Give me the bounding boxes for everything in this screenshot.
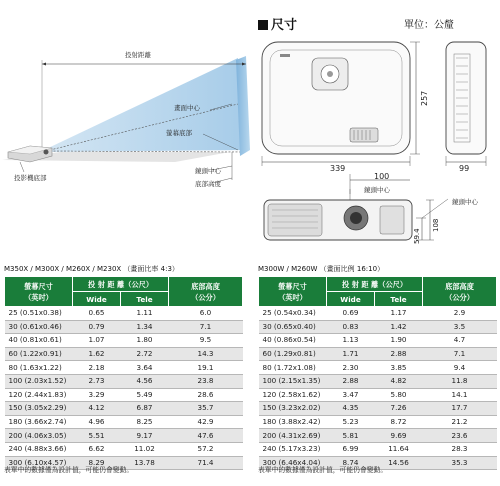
tele-cell: 9.17	[121, 429, 169, 443]
tele-cell: 6.87	[121, 402, 169, 416]
size-cell: 40 (0.86x0.54)	[259, 334, 327, 348]
size-cell: 150 (3.05x2.29)	[5, 402, 73, 416]
wide-cell: 1.62	[73, 347, 121, 361]
front-height-value: 108	[432, 218, 440, 232]
table-row	[259, 361, 497, 375]
wide-cell: 3.47	[327, 388, 375, 402]
depth-value: 99	[459, 164, 470, 173]
projector-front-view	[264, 200, 412, 240]
height-cell: 17.7	[423, 402, 497, 416]
table-row	[5, 347, 243, 361]
unit-label: 單位：公釐	[404, 20, 454, 31]
header-size: 螢幕尺寸 （英吋）	[5, 277, 73, 307]
wide-cell: 5.51	[73, 429, 121, 443]
height-cell: 9.4	[423, 361, 497, 375]
height-cell: 2.9	[423, 307, 497, 321]
wide-cell: 0.83	[327, 320, 375, 334]
lens-offset-value: 100	[374, 172, 390, 181]
table-row	[5, 402, 243, 416]
height-cell: 23.6	[423, 429, 497, 443]
height-cell: 28.6	[169, 388, 243, 402]
height-cell: 57.2	[169, 442, 243, 456]
table-row	[5, 320, 243, 334]
tele-cell: 1.90	[375, 334, 423, 348]
projector-bottom-label: 投影機底部	[14, 174, 47, 182]
size-cell: 200 (4.31x2.69)	[259, 429, 327, 443]
size-cell: 200 (4.06x3.05)	[5, 429, 73, 443]
table-row	[259, 429, 497, 443]
size-cell: 120 (2.44x1.83)	[5, 388, 73, 402]
size-cell: 60 (1.29x0.81)	[259, 347, 327, 361]
height-cell: 14.3	[169, 347, 243, 361]
lens-center-label: 鏡頭中心	[195, 167, 221, 175]
tele-cell: 1.17	[375, 307, 423, 321]
wide-cell: 8.29	[73, 456, 121, 470]
wide-cell: 2.73	[73, 374, 121, 388]
size-cell: 240 (4.88x3.66)	[5, 442, 73, 456]
tele-cell: 8.25	[121, 415, 169, 429]
dimensions-title	[258, 14, 297, 33]
tele-cell: 2.88	[375, 347, 423, 361]
height-cell: 47.6	[169, 429, 243, 443]
header-height: 底部高度 （公分）	[423, 277, 497, 307]
table-row	[5, 307, 243, 321]
table-row	[259, 334, 497, 348]
size-cell: 100 (2.15x1.35)	[259, 374, 327, 388]
height-cell: 7.1	[169, 320, 243, 334]
tele-cell: 11.02	[121, 442, 169, 456]
right-table-note: 表單中的數據僅為設計值，可能仍會變動。	[258, 466, 388, 474]
wide-cell: 5.23	[327, 415, 375, 429]
tele-cell: 14.56	[375, 456, 423, 470]
projector-side-view	[446, 42, 486, 154]
table-row	[5, 415, 243, 429]
tele-cell: 5.80	[375, 388, 423, 402]
wide-cell: 1.13	[327, 334, 375, 348]
header-wide: Wide	[73, 292, 121, 307]
height-cell: 19.1	[169, 361, 243, 375]
size-cell: 150 (3.23x2.02)	[259, 402, 327, 416]
height-cell: 71.4	[169, 456, 243, 470]
dimension-drawings-art	[250, 34, 500, 244]
size-cell: 25 (0.54x0.34)	[259, 307, 327, 321]
height-cell: 42.9	[169, 415, 243, 429]
bottom-height-label: 底部高度	[195, 180, 221, 188]
left-table-caption: M350X / M300X / M260X / M230X （畫面比率 4:3）	[4, 265, 179, 273]
wide-cell: 0.69	[327, 307, 375, 321]
wide-cell: 1.07	[73, 334, 121, 348]
width-value: 339	[330, 164, 346, 173]
projector-top-view	[262, 42, 410, 154]
height-cell: 7.1	[423, 347, 497, 361]
wide-cell: 2.88	[327, 374, 375, 388]
table-row	[5, 429, 243, 443]
header-height: 底部高度 （公分）	[169, 277, 243, 307]
table-row	[259, 320, 497, 334]
lens-height-value: 59.4	[413, 228, 421, 244]
header-throw: 投 射 距 離（公尺）	[327, 277, 423, 292]
left-throw-table	[4, 276, 243, 470]
wide-cell: 3.29	[73, 388, 121, 402]
right-throw-table	[258, 276, 497, 470]
size-cell: 60 (1.22x0.91)	[5, 347, 73, 361]
table-row	[5, 374, 243, 388]
tele-cell: 13.78	[121, 456, 169, 470]
wide-cell: 2.18	[73, 361, 121, 375]
size-cell: 180 (3.66x2.74)	[5, 415, 73, 429]
size-cell: 80 (1.63x1.22)	[5, 361, 73, 375]
table-row	[5, 361, 243, 375]
size-cell: 30 (0.65x0.40)	[259, 320, 327, 334]
table-row	[259, 388, 497, 402]
table-row	[259, 402, 497, 416]
size-cell: 30 (0.61x0.46)	[5, 320, 73, 334]
dimensions-title-text: 尺寸	[271, 18, 298, 33]
header-tele: Tele	[375, 292, 423, 307]
table-row	[259, 307, 497, 321]
height-cell: 23.8	[169, 374, 243, 388]
header-wide: Wide	[327, 292, 375, 307]
height-cell: 28.3	[423, 442, 497, 456]
height-cell: 21.2	[423, 415, 497, 429]
left-table-note: 表單中的數據僅為設計值，可能仍會變動。	[4, 466, 134, 474]
tele-cell: 4.82	[375, 374, 423, 388]
throw-diagram	[0, 0, 250, 200]
wide-cell: 0.79	[73, 320, 121, 334]
size-cell: 300 (6.10x4.57)	[5, 456, 73, 470]
tele-cell: 5.49	[121, 388, 169, 402]
size-cell: 300 (6.46x4.04)	[259, 456, 327, 470]
wide-cell: 6.62	[73, 442, 121, 456]
size-cell: 40 (0.81x0.61)	[5, 334, 73, 348]
height-cell: 9.5	[169, 334, 243, 348]
table-row	[259, 374, 497, 388]
height-cell: 11.8	[423, 374, 497, 388]
size-cell: 180 (3.88x2.42)	[259, 415, 327, 429]
screen-bottom-label: 螢幕底部	[166, 129, 192, 137]
dimension-drawings	[250, 34, 500, 244]
tele-cell: 9.69	[375, 429, 423, 443]
size-cell: 240 (5.17x3.23)	[259, 442, 327, 456]
height-cell: 35.3	[423, 456, 497, 470]
tele-cell: 1.80	[121, 334, 169, 348]
tele-cell: 2.72	[121, 347, 169, 361]
wide-cell: 8.74	[327, 456, 375, 470]
table-row	[259, 347, 497, 361]
tele-cell: 1.11	[121, 307, 169, 321]
lens-center-bottom-label: 鏡頭中心	[364, 186, 390, 194]
right-table-body	[259, 307, 497, 470]
header-tele: Tele	[121, 292, 169, 307]
square-icon	[258, 20, 268, 30]
size-cell: 100 (2.03x1.52)	[5, 374, 73, 388]
size-cell: 80 (1.72x1.08)	[259, 361, 327, 375]
wide-cell: 4.35	[327, 402, 375, 416]
wide-cell: 4.96	[73, 415, 121, 429]
height-cell: 14.1	[423, 388, 497, 402]
wide-cell: 0.65	[73, 307, 121, 321]
height-value: 257	[420, 90, 429, 106]
right-table-caption: M300W / M260W （畫面比例 16:10）	[258, 265, 385, 273]
table-row	[5, 388, 243, 402]
wide-cell: 6.99	[327, 442, 375, 456]
tele-cell: 1.34	[121, 320, 169, 334]
height-cell: 3.5	[423, 320, 497, 334]
tele-cell: 8.72	[375, 415, 423, 429]
wide-cell: 5.81	[327, 429, 375, 443]
table-row	[5, 334, 243, 348]
tele-cell: 3.64	[121, 361, 169, 375]
height-cell: 6.0	[169, 307, 243, 321]
tele-cell: 11.64	[375, 442, 423, 456]
tele-cell: 4.56	[121, 374, 169, 388]
tele-cell: 3.85	[375, 361, 423, 375]
wide-cell: 2.30	[327, 361, 375, 375]
table-row	[5, 442, 243, 456]
header-size: 螢幕尺寸 （英吋）	[259, 277, 327, 307]
table-row	[259, 415, 497, 429]
left-table-body	[5, 307, 243, 470]
height-cell: 4.7	[423, 334, 497, 348]
wide-cell: 4.12	[73, 402, 121, 416]
size-cell: 120 (2.58x1.62)	[259, 388, 327, 402]
wide-cell: 1.71	[327, 347, 375, 361]
screen-center-label: 畫面中心	[174, 104, 200, 112]
tele-cell: 7.26	[375, 402, 423, 416]
height-cell: 35.7	[169, 402, 243, 416]
throw-distance-label: 投射距離	[125, 51, 151, 59]
table-row	[259, 442, 497, 456]
header-throw: 投 射 距 離（公尺）	[73, 277, 169, 292]
lens-center-side-label: 鏡頭中心	[452, 198, 478, 206]
tele-cell: 1.42	[375, 320, 423, 334]
size-cell: 25 (0.51x0.38)	[5, 307, 73, 321]
